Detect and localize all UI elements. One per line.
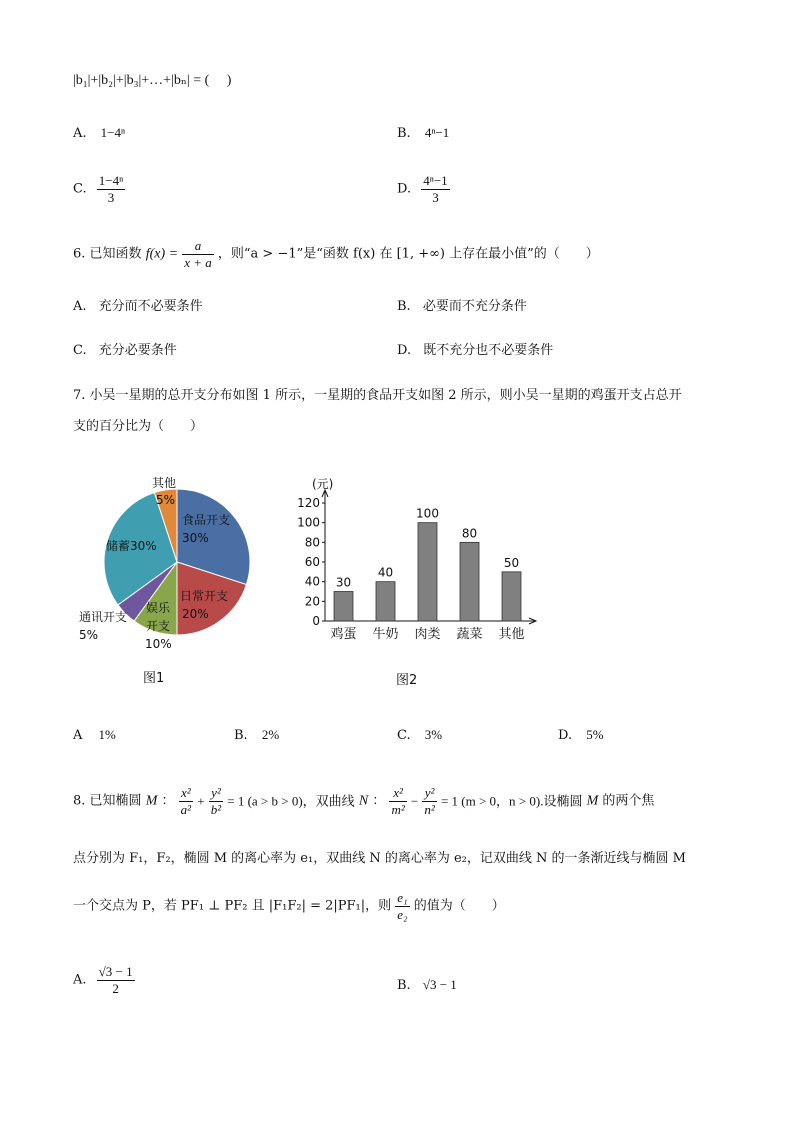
q6-option-d[interactable] [397,342,553,360]
hyperbola-x-fraction [389,785,406,818]
bar-y-tick-label: 40 [304,574,320,589]
pie-label-daily: 日常开支 [180,589,229,603]
stem-text: = 1 (m > 0，n > 0).设椭圆 [440,793,583,809]
fraction-numerator: y² [209,785,223,802]
fraction-denominator: x + a [184,255,212,270]
bar-y-tick-label: 120 [297,496,320,510]
option-label: C. [397,728,411,743]
q5-stem: |b₁|+|b₂|+|b₃|+…+|bₙ| = ( ) [73,73,232,88]
pie-label-telecom-pct: 5% [79,628,99,642]
math-operator: − [410,793,419,809]
bar-4 [502,572,521,621]
option-label: B. [397,299,411,314]
q7-option-b[interactable] [234,726,279,745]
option-label: C. [73,343,87,358]
option-fraction [97,173,125,206]
bar-category-label: 其他 [498,627,525,642]
option-text: 1−4ⁿ [100,125,126,140]
stem-text: 的两个焦 [602,793,655,809]
q5-option-d[interactable] [397,173,450,213]
stem-text: ： [372,793,386,809]
option-text: 必要而不充分条件 [422,299,527,314]
q6-option-b[interactable] [397,298,527,316]
fraction-numerator: x² [389,785,406,802]
fraction-numerator: 4ⁿ−1 [423,173,448,188]
option-label: A. [73,972,87,988]
fraction-numerator: 1−4ⁿ [98,173,124,188]
fraction-denominator: e₂ [397,907,408,922]
bar-y-unit: (元) [312,477,334,491]
eccentricity-ratio [395,890,409,923]
bar-y-tick-label: 0 [312,614,320,628]
stem-text: ，则“a > −1”是“函数 f(x) 在 [1, +∞) 上存在最小值”的（ ） [217,246,599,262]
q5-option-c[interactable] [73,173,125,213]
option-text: √3 − 1 [422,977,457,992]
q6-option-a[interactable] [73,298,203,316]
figure1-caption: 图1 [143,671,165,686]
pie-label-food-pct: 30% [182,531,209,545]
stem-text: = 1 (a > b > 0)，双曲线 [227,793,355,809]
bar-value-label: 30 [335,575,352,590]
option-text: 既不充分也不必要条件 [423,343,554,358]
fraction-denominator: b² [210,802,222,817]
option-text: 充分而不必要条件 [98,299,203,314]
option-label: A [73,728,83,743]
bar-category-label: 牛奶 [372,627,399,642]
pie-label-savings: 储蓄30% [106,539,157,553]
q5-option-a[interactable] [73,124,125,143]
q7-option-c[interactable] [397,726,442,745]
option-label: A. [73,126,87,141]
bar-category-label: 蔬菜 [456,627,483,642]
ellipse-y-fraction [209,785,223,818]
bar-y-tick-label: 80 [304,535,320,550]
fraction-denominator: a² [180,802,192,817]
option-fraction [97,964,135,997]
bar-chart [290,470,540,650]
q8-stem-line3 [73,890,505,930]
option-fraction [421,173,449,206]
fraction-numerator: y² [422,785,436,802]
ellipse-x-fraction [179,785,193,818]
option-text: 3% [424,727,443,742]
bar-category-label: 鸡蛋 [330,627,357,642]
question-number: 7. [73,388,86,403]
q5-option-b[interactable] [397,124,449,143]
option-label: D. [397,343,412,358]
option-label: B. [397,126,411,141]
pie-label-food: 食品开支 [182,513,231,527]
stem-text: 已知函数 [89,246,142,262]
pie-label-daily-pct: 20% [182,607,209,621]
function-fraction [182,238,214,271]
stem-text: 已知椭圆 [89,793,142,809]
q8-option-b[interactable] [397,976,457,995]
fraction-numerator: a [182,238,214,255]
q7-option-a[interactable] [73,726,116,745]
option-text: 2% [261,727,280,742]
option-text: 5% [586,727,604,742]
q7-stem-line2: 支的百分比为（ ） [73,419,204,434]
option-label: B. [397,978,411,993]
option-text: 4ⁿ−1 [424,125,450,140]
function-expression: f(x) = [145,246,179,262]
pie-label-entertainment-1: 娱乐 [146,601,171,615]
pie-label-other-pct: 5% [156,493,176,507]
q7-stem-line1 [73,387,682,405]
fraction-denominator: 3 [107,190,115,205]
hyperbola-symbol: N [358,793,369,809]
q7-option-d[interactable] [558,726,604,745]
pie-label-telecom: 通讯开支 [79,610,128,624]
bar-value-label: 100 [416,506,439,521]
bar-y-tick-label: 20 [304,594,320,609]
q8-stem-line2: 点分别为 F₁，F₂，椭圆 M 的离心率为 e₁，双曲线 N 的离心率为 e₂，记双曲线 N 的一条渐近线与椭圆 M [73,851,686,866]
option-label: D. [558,728,573,743]
stem-text: 一个交点为 P，若 PF₁ ⊥ PF₂ 且 |F₁F₂| = 2|PF₁|，则 [73,898,392,914]
question-number: 6. [73,246,86,262]
bar-category-label: 肉类 [414,627,441,642]
fraction-denominator: m² [391,802,405,817]
question-number: 8. [73,793,86,809]
stem-text: 的值为（ ） [413,898,505,914]
option-text: 充分必要条件 [98,343,177,358]
fraction-numerator: √3 − 1 [98,964,133,979]
ellipse-symbol: M [145,793,158,809]
bar-value-label: 40 [377,565,394,580]
pie-label-other: 其他 [152,476,177,490]
bar-0 [334,592,353,622]
bar-value-label: 80 [461,526,478,541]
q8-option-a[interactable] [73,964,135,1004]
pie-label-entertainment-2: 开支 [146,619,171,633]
fraction-denominator: 3 [432,190,439,205]
option-label: A. [73,299,87,314]
pie-label-entertainment-pct: 10% [145,637,172,651]
bar-3 [460,542,479,621]
stem-text: 小吴一星期的总开支分布如图 1 所示，一星期的食品开支如图 2 所示，则小吴一星期的鸡蛋开支占总开 [89,388,682,403]
bar-1 [376,582,395,621]
fraction-denominator: 2 [112,981,119,996]
option-label: C. [73,181,87,197]
option-text: 1% [98,727,116,742]
stem-text: ： [161,793,175,809]
ellipse-symbol: M [586,793,599,809]
hyperbola-y-fraction [422,785,436,818]
figure2-caption: 图2 [396,673,418,688]
pie-chart [70,470,270,660]
option-label: B. [234,728,248,743]
bar-y-tick-label: 100 [297,515,320,530]
math-operator: + [197,793,205,809]
fraction-denominator: n² [424,802,435,817]
bar-y-tick-label: 60 [304,555,320,569]
option-label: D. [397,181,412,197]
bar-value-label: 50 [503,555,520,570]
q6-stem [73,238,599,278]
fraction-numerator: x² [179,785,193,802]
q8-stem-line1 [73,785,654,825]
fraction-numerator: e₁ [397,890,408,905]
bar-2 [418,523,437,621]
q6-option-c[interactable] [73,342,177,360]
